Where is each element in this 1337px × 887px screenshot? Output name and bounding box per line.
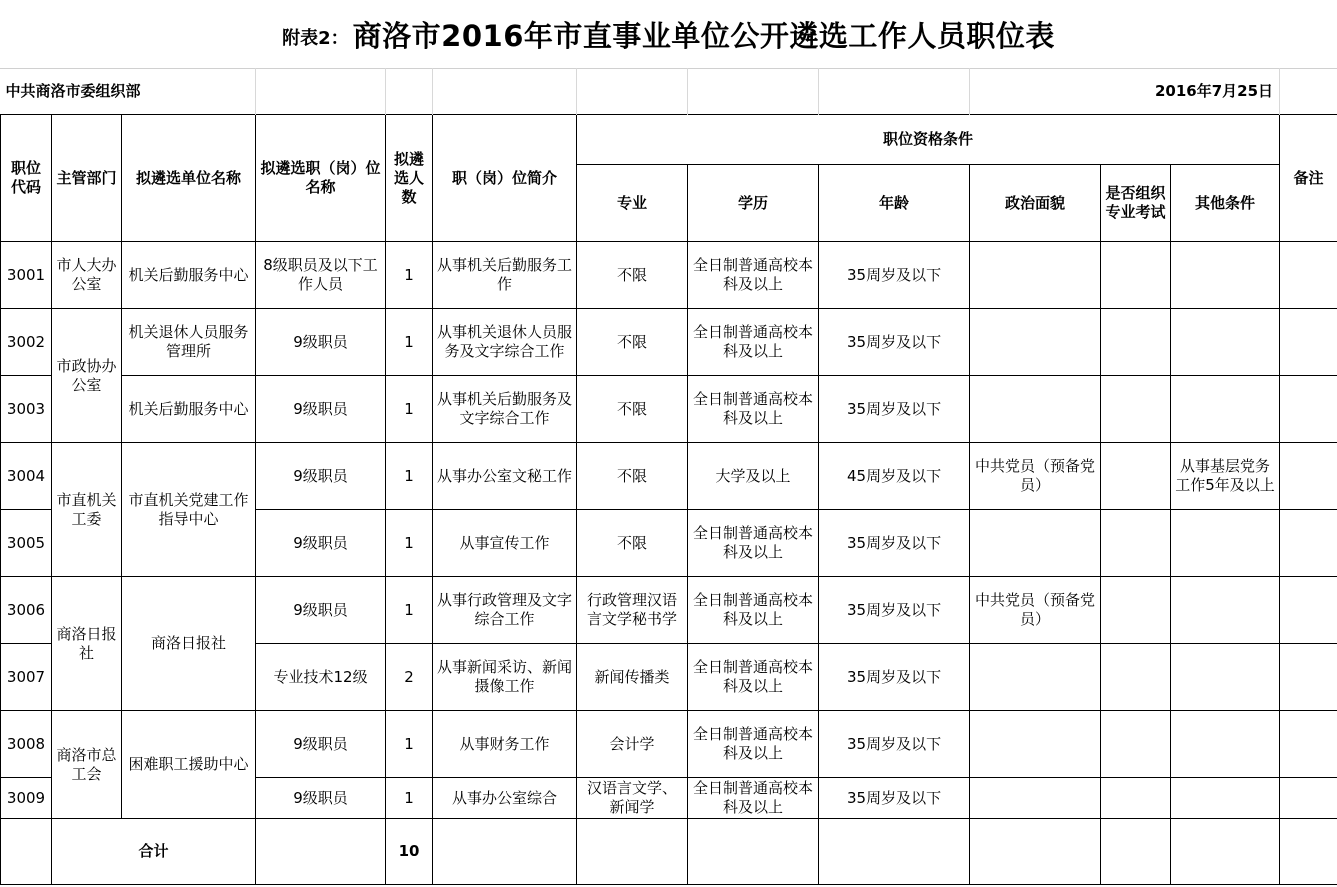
- count-cell: 1: [386, 510, 433, 577]
- remarks-cell: [1280, 376, 1337, 443]
- political-cell: [970, 711, 1101, 778]
- age-cell: 35周岁及以下: [819, 644, 970, 711]
- count-cell: 1: [386, 443, 433, 510]
- header-age: 年龄: [819, 165, 970, 242]
- other-cell: [1171, 711, 1280, 778]
- political-cell: [970, 376, 1101, 443]
- major-cell: 不限: [577, 510, 688, 577]
- exam-cell: [1101, 644, 1171, 711]
- position-cell: 9级职员: [256, 778, 386, 819]
- major-cell: 不限: [577, 309, 688, 376]
- age-cell: 35周岁及以下: [819, 577, 970, 644]
- intro-cell: 从事办公室综合: [433, 778, 577, 819]
- education-cell: 大学及以上: [688, 443, 819, 510]
- dept-cell: 商洛市总工会: [52, 711, 122, 819]
- dept-cell: 商洛日报社: [52, 577, 122, 711]
- count-cell: 1: [386, 242, 433, 309]
- intro-cell: 从事宣传工作: [433, 510, 577, 577]
- political-cell: [970, 242, 1101, 309]
- count-cell: 1: [386, 778, 433, 819]
- count-cell: 2: [386, 644, 433, 711]
- age-cell: 35周岁及以下: [819, 778, 970, 819]
- major-cell: 不限: [577, 242, 688, 309]
- education-cell: 全日制普通高校本科及以上: [688, 778, 819, 819]
- intro-cell: 从事机关后勤服务工作: [433, 242, 577, 309]
- issue-date: 2016年7月25日: [970, 68, 1280, 115]
- major-cell: 不限: [577, 443, 688, 510]
- other-cell: [1171, 510, 1280, 577]
- table-row: [1, 711, 1337, 778]
- position-cell: 8级职员及以下工作人员: [256, 242, 386, 309]
- total-row: [1, 819, 1337, 885]
- education-cell: 全日制普通高校本科及以上: [688, 711, 819, 778]
- education-cell: 全日制普通高校本科及以上: [688, 309, 819, 376]
- table-row: [1, 376, 1337, 443]
- count-cell: 1: [386, 577, 433, 644]
- political-cell: [970, 778, 1101, 819]
- position-code: 3003: [1, 376, 52, 443]
- political-cell: [970, 510, 1101, 577]
- header-row-1: [1, 115, 1337, 165]
- header-unit: 拟遴选单位名称: [122, 115, 256, 242]
- intro-cell: 从事办公室文秘工作: [433, 443, 577, 510]
- age-cell: 35周岁及以下: [819, 242, 970, 309]
- exam-cell: [1101, 711, 1171, 778]
- exam-cell: [1101, 309, 1171, 376]
- total-label: 合计: [52, 819, 256, 885]
- exam-cell: [1101, 577, 1171, 644]
- position-code: 3004: [1, 443, 52, 510]
- unit-cell: 市直机关党建工作指导中心: [122, 443, 256, 577]
- table-row: [1, 309, 1337, 376]
- position-code: 3009: [1, 778, 52, 819]
- header-dept: 主管部门: [52, 115, 122, 242]
- other-cell: [1171, 644, 1280, 711]
- remarks-cell: [1280, 443, 1337, 510]
- position-code: 3005: [1, 510, 52, 577]
- major-cell: 会计学: [577, 711, 688, 778]
- exam-cell: [1101, 242, 1171, 309]
- major-cell: 汉语言文学、新闻学: [577, 778, 688, 819]
- header-intro: 职（岗）位简介: [433, 115, 577, 242]
- dept-cell: 市直机关工委: [52, 443, 122, 577]
- count-cell: 1: [386, 309, 433, 376]
- unit-cell: 机关退休人员服务管理所: [122, 309, 256, 376]
- unit-cell: 机关后勤服务中心: [122, 376, 256, 443]
- position-cell: 9级职员: [256, 309, 386, 376]
- position-code: 3006: [1, 577, 52, 644]
- count-cell: 1: [386, 376, 433, 443]
- exam-cell: [1101, 510, 1171, 577]
- intro-cell: 从事财务工作: [433, 711, 577, 778]
- intro-cell: 从事新闻采访、新闻摄像工作: [433, 644, 577, 711]
- intro-cell: 从事行政管理及文字综合工作: [433, 577, 577, 644]
- position-cell: 专业技术12级: [256, 644, 386, 711]
- education-cell: 全日制普通高校本科及以上: [688, 242, 819, 309]
- position-cell: 9级职员: [256, 443, 386, 510]
- header-other: 其他条件: [1171, 165, 1280, 242]
- remarks-cell: [1280, 577, 1337, 644]
- age-cell: 35周岁及以下: [819, 510, 970, 577]
- position-code: 3007: [1, 644, 52, 711]
- political-cell: 中共党员（预备党员）: [970, 443, 1101, 510]
- dept-cell: 市人大办公室: [52, 242, 122, 309]
- count-cell: 1: [386, 711, 433, 778]
- title-row: [0, 0, 1337, 69]
- remarks-cell: [1280, 309, 1337, 376]
- major-cell: 行政管理汉语言文学秘书学: [577, 577, 688, 644]
- other-cell: 从事基层党务工作5年及以上: [1171, 443, 1280, 510]
- table-row: [1, 242, 1337, 309]
- age-cell: 35周岁及以下: [819, 711, 970, 778]
- remarks-cell: [1280, 778, 1337, 819]
- remarks-cell: [1280, 242, 1337, 309]
- unit-cell: 困难职工援助中心: [122, 711, 256, 819]
- exam-cell: [1101, 376, 1171, 443]
- header-education: 学历: [688, 165, 819, 242]
- other-cell: [1171, 309, 1280, 376]
- exam-cell: [1101, 778, 1171, 819]
- org-name: 中共商洛市委组织部: [1, 68, 256, 115]
- education-cell: 全日制普通高校本科及以上: [688, 510, 819, 577]
- position-cell: 9级职员: [256, 376, 386, 443]
- header-political: 政治面貌: [970, 165, 1101, 242]
- education-cell: 全日制普通高校本科及以上: [688, 376, 819, 443]
- age-cell: 35周岁及以下: [819, 376, 970, 443]
- remarks-cell: [1280, 711, 1337, 778]
- table-row: [1, 577, 1337, 644]
- unit-cell: 商洛日报社: [122, 577, 256, 711]
- unit-cell: 机关后勤服务中心: [122, 242, 256, 309]
- position-code: 3002: [1, 309, 52, 376]
- other-cell: [1171, 577, 1280, 644]
- major-cell: 新闻传播类: [577, 644, 688, 711]
- position-cell: 9级职员: [256, 577, 386, 644]
- total-count: 10: [386, 819, 433, 885]
- political-cell: 中共党员（预备党员）: [970, 577, 1101, 644]
- other-cell: [1171, 778, 1280, 819]
- major-cell: 不限: [577, 376, 688, 443]
- header-major: 专业: [577, 165, 688, 242]
- remarks-cell: [1280, 510, 1337, 577]
- political-cell: [970, 309, 1101, 376]
- position-code: 3001: [1, 242, 52, 309]
- header-position: 拟遴选职（岗）位名称: [256, 115, 386, 242]
- education-cell: 全日制普通高校本科及以上: [688, 644, 819, 711]
- dept-cell: 市政协办公室: [52, 309, 122, 443]
- position-code: 3008: [1, 711, 52, 778]
- remarks-cell: [1280, 644, 1337, 711]
- education-cell: 全日制普通高校本科及以上: [688, 577, 819, 644]
- position-cell: 9级职员: [256, 510, 386, 577]
- header-exam: 是否组织专业考试: [1101, 165, 1171, 242]
- position-cell: 9级职员: [256, 711, 386, 778]
- header-code: 职位代码: [1, 115, 52, 242]
- meta-row: [1, 68, 1337, 115]
- title-prefix: 附表2：: [282, 28, 349, 49]
- other-cell: [1171, 376, 1280, 443]
- intro-cell: 从事机关后勤服务及文字综合工作: [433, 376, 577, 443]
- header-qualifications: 职位资格条件: [577, 115, 1280, 165]
- header-count: 拟遴选人数: [386, 115, 433, 242]
- header-remarks: 备注: [1280, 115, 1337, 242]
- other-cell: [1171, 242, 1280, 309]
- table-row: [1, 443, 1337, 510]
- intro-cell: 从事机关退休人员服务及文字综合工作: [433, 309, 577, 376]
- exam-cell: [1101, 443, 1171, 510]
- political-cell: [970, 644, 1101, 711]
- age-cell: 45周岁及以下: [819, 443, 970, 510]
- age-cell: 35周岁及以下: [819, 309, 970, 376]
- position-table: [0, 68, 1337, 885]
- page-title: 商洛市2016年市直事业单位公开遴选工作人员职位表: [352, 18, 1055, 53]
